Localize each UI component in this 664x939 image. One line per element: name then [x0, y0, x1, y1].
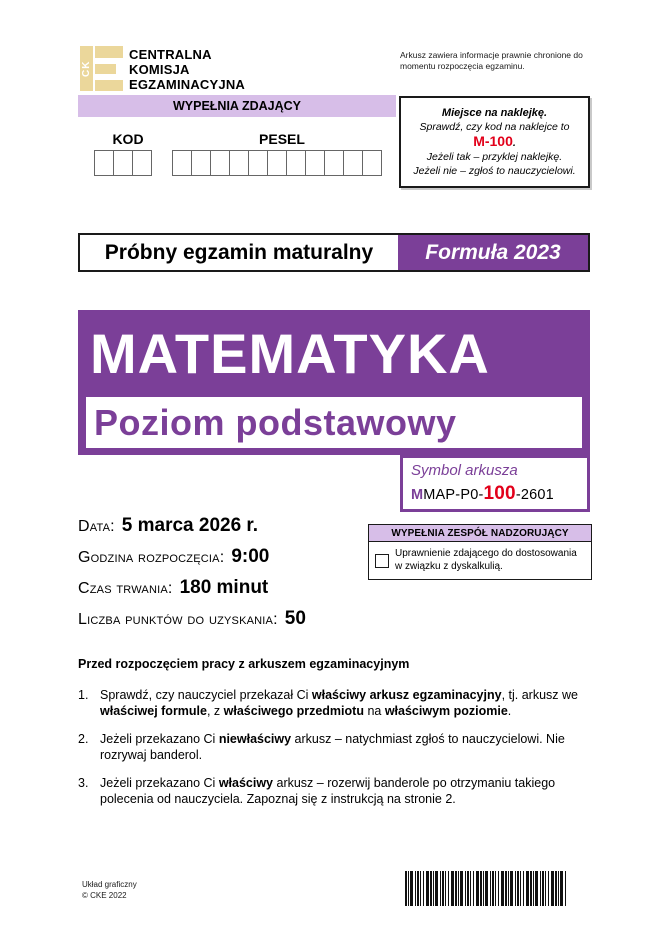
max-points-label: Liczba punktów do uzyskania: [78, 611, 278, 628]
cke-logo-notch [116, 64, 123, 74]
sticker-code: M-100 [473, 133, 513, 149]
supervisor-box [368, 524, 592, 580]
sticker-code-suffix: . [512, 137, 516, 149]
kod-cell[interactable] [113, 150, 133, 176]
instructions-heading: Przed rozpoczęciem pracy z arkuszem egzaminacyjnym [78, 657, 410, 671]
sheet-symbol-box [400, 455, 590, 512]
level-title: Poziom podstawowy [94, 401, 457, 443]
layout-credit [82, 879, 137, 901]
sticker-placement-box [399, 96, 590, 188]
sticker-title: Miejsce na naklejkę. [441, 107, 548, 119]
kod-cell[interactable] [132, 150, 152, 176]
instruction-item [78, 687, 588, 720]
sticker-line1: Sprawdź, czy kod na naklejce to [419, 121, 570, 133]
symbol-prefix-rest: MAP-P0- [423, 487, 484, 503]
sheet-symbol-code [411, 481, 587, 508]
sticker-line2: Jeżeli tak – przyklej naklejkę. [426, 151, 563, 163]
sheet-symbol-label: Symbol arkusza [411, 462, 518, 479]
instruction-number: 2. [78, 731, 89, 746]
info-row-duration [78, 577, 378, 608]
info-row-date [78, 515, 378, 546]
pesel-cell[interactable] [305, 150, 325, 176]
symbol-suffix: -2601 [515, 487, 554, 503]
filled-by-candidate-bar: WYPEŁNIA ZDAJĄCY [78, 95, 396, 117]
cke-logo-acronym: CK [81, 60, 92, 77]
kod-label: KOD [112, 131, 144, 147]
instruction-item [78, 775, 588, 808]
org-line: EGZAMINACYJNA [129, 77, 245, 92]
pesel-cell[interactable] [229, 150, 249, 176]
instructions-section [78, 656, 588, 819]
instruction-text: Sprawdź, czy nauczyciel przekazał Ci właściwy arkusz egzaminacyjny, tj. arkusz we właściwej formule, z właściwego przedmiotu na właściwym poziomie. [100, 687, 578, 718]
legal-notice: Arkusz zawiera informacje prawnie chronione do momentu rozpoczęcia egzaminu. [400, 50, 583, 71]
instruction-item [78, 731, 588, 764]
start-time-label: Godzina rozpoczęcia: [78, 549, 225, 566]
pesel-cell[interactable] [248, 150, 268, 176]
level-strip [86, 397, 582, 448]
cke-logo [80, 46, 123, 91]
supervisor-box-title: WYPEŁNIA ZESPÓŁ NADZORUJĄCY [368, 524, 592, 542]
sticker-code-line [473, 134, 516, 150]
instruction-text: Jeżeli przekazano Ci właściwy arkusz – rozerwij banderole po otrzymaniu takiego polecenia od nauczyciela. Zapoznaj się z instrukcją na stronie 2. [100, 775, 556, 806]
pesel-cell[interactable] [191, 150, 211, 176]
pesel-cell[interactable] [286, 150, 306, 176]
org-line: KOMISJA [129, 62, 190, 77]
organization-name [129, 47, 245, 92]
kod-cells [94, 150, 151, 176]
sticker-line3: Jeżeli nie – zgłoś to nauczycielowi. [413, 165, 576, 177]
supervisor-box-body [368, 542, 592, 580]
info-row-start-time [78, 546, 378, 577]
dyscalculia-option-label: Uprawnienie zdającego do dostosowania w związku z dyskalkulią. [395, 548, 577, 572]
date-value: 5 marca 2026 r. [121, 515, 259, 536]
org-line: CENTRALNA [129, 47, 212, 62]
instruction-number: 1. [78, 687, 89, 702]
dyscalculia-checkbox[interactable] [375, 554, 389, 568]
pesel-cells [172, 150, 381, 176]
instructions-list [78, 687, 588, 808]
start-time-value: 9:00 [231, 546, 270, 567]
exam-title-row [78, 233, 590, 272]
subject-title: MATEMATYKA [90, 322, 490, 385]
layout-credit-line1: Układ graficzny [82, 880, 137, 889]
pesel-cell[interactable] [343, 150, 363, 176]
cke-logo-divider [93, 46, 95, 91]
pesel-cell[interactable] [324, 150, 344, 176]
exam-info-list [78, 515, 378, 639]
symbol-prefix-highlight: M [411, 487, 424, 503]
exam-formula-badge: Formuła 2023 [398, 235, 588, 270]
duration-label: Czas trwania: [78, 580, 173, 597]
barcode [405, 871, 577, 906]
pesel-label: PESEL [259, 131, 305, 147]
cke-logo-slot [95, 74, 123, 80]
pesel-cell[interactable] [267, 150, 287, 176]
instruction-number: 3. [78, 775, 89, 790]
pesel-cell[interactable] [210, 150, 230, 176]
layout-credit-line2: © CKE 2022 [82, 891, 127, 900]
info-row-max-points [78, 608, 378, 639]
instruction-text: Jeżeli przekazano Ci niewłaściwy arkusz – natychmiast zgłoś to nauczycielowi. Nie rozrywaj banderol. [100, 731, 565, 762]
date-label: Data: [78, 518, 115, 535]
pesel-cell[interactable] [362, 150, 382, 176]
symbol-variant-code: 100 [483, 483, 516, 504]
pesel-cell[interactable] [172, 150, 192, 176]
max-points-value: 50 [284, 608, 306, 629]
duration-value: 180 minut [179, 577, 269, 598]
kod-cell[interactable] [94, 150, 114, 176]
subject-banner [78, 310, 590, 455]
exam-name: Próbny egzamin maturalny [80, 235, 398, 270]
